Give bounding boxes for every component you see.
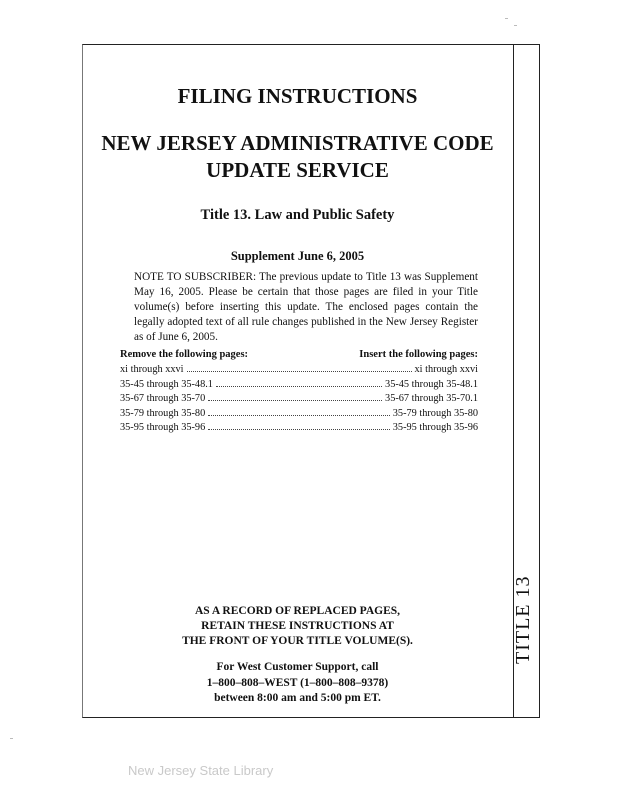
insert-cell: 35-45 through 35-48.1 (385, 378, 478, 390)
remove-cell: 35-95 through 35-96 (120, 422, 206, 433)
support-phone: 1–800–808–WEST (1–800–808–9378) (206, 676, 389, 689)
record-notice-line-3: THE FRONT OF YOUR TITLE VOLUME(S). (182, 635, 413, 647)
leader-dots (216, 378, 382, 387)
table-row (120, 363, 478, 378)
remove-cell: 35-67 through 35-70 (120, 393, 206, 404)
title-tab-label: TITLE 13 (512, 575, 534, 664)
title-subtitle: Title 13. Law and Public Safety (200, 207, 395, 223)
scan-speck (514, 25, 517, 26)
leader-dots (208, 421, 390, 430)
record-notice (82, 604, 513, 649)
scan-speck (10, 738, 13, 739)
insert-pages-header: Insert the following pages: (359, 349, 478, 360)
pages-table-header (120, 349, 478, 360)
leader-dots (187, 363, 412, 372)
code-title (82, 130, 513, 184)
subscriber-note-text: NOTE TO SUBSCRIBER: The previous update to Title 13 was Supplement May 16, 2005. Please be certain that those pages are filed in your Title volume(s) before inserting this update. The enclosed pages contain the legally adopted text of all rule changes published in the New Jersey Register as of June 6, 2005. (134, 271, 478, 343)
table-row (120, 421, 478, 436)
insert-cell: xi through xxvi (414, 364, 478, 375)
remove-cell: 35-45 through 35-48.1 (120, 378, 213, 390)
code-title-line-1: NEW JERSEY ADMINISTRATIVE CODE (101, 131, 494, 155)
supplement-date: Supplement June 6, 2005 (230, 249, 365, 263)
record-notice-line-2: RETAIN THESE INSTRUCTIONS AT (201, 620, 394, 632)
pages-table (120, 363, 478, 436)
leader-dots (208, 392, 382, 401)
support-hours: between 8:00 am and 5:00 pm ET. (214, 692, 381, 704)
code-title-line-2: UPDATE SERVICE (206, 158, 389, 182)
table-row (120, 378, 478, 393)
customer-support (82, 660, 513, 707)
support-line-1: For West Customer Support, call (216, 661, 379, 673)
record-notice-line-1: AS A RECORD OF REPLACED PAGES, (194, 605, 401, 617)
remove-cell: xi through xxvi (120, 364, 184, 375)
page-title: FILING INSTRUCTIONS (177, 84, 418, 108)
leader-dots (208, 407, 390, 416)
insert-cell: 35-67 through 35-70.1 (385, 393, 478, 404)
table-row (120, 392, 478, 407)
table-row (120, 407, 478, 422)
library-stamp: New Jersey State Library (128, 763, 274, 778)
insert-cell: 35-79 through 35-80 (392, 407, 478, 419)
subscriber-note (120, 270, 478, 345)
insert-cell: 35-95 through 35-96 (392, 422, 478, 433)
remove-pages-header: Remove the following pages: (120, 349, 249, 360)
remove-cell: 35-79 through 35-80 (120, 407, 206, 419)
scan-speck (505, 18, 508, 19)
